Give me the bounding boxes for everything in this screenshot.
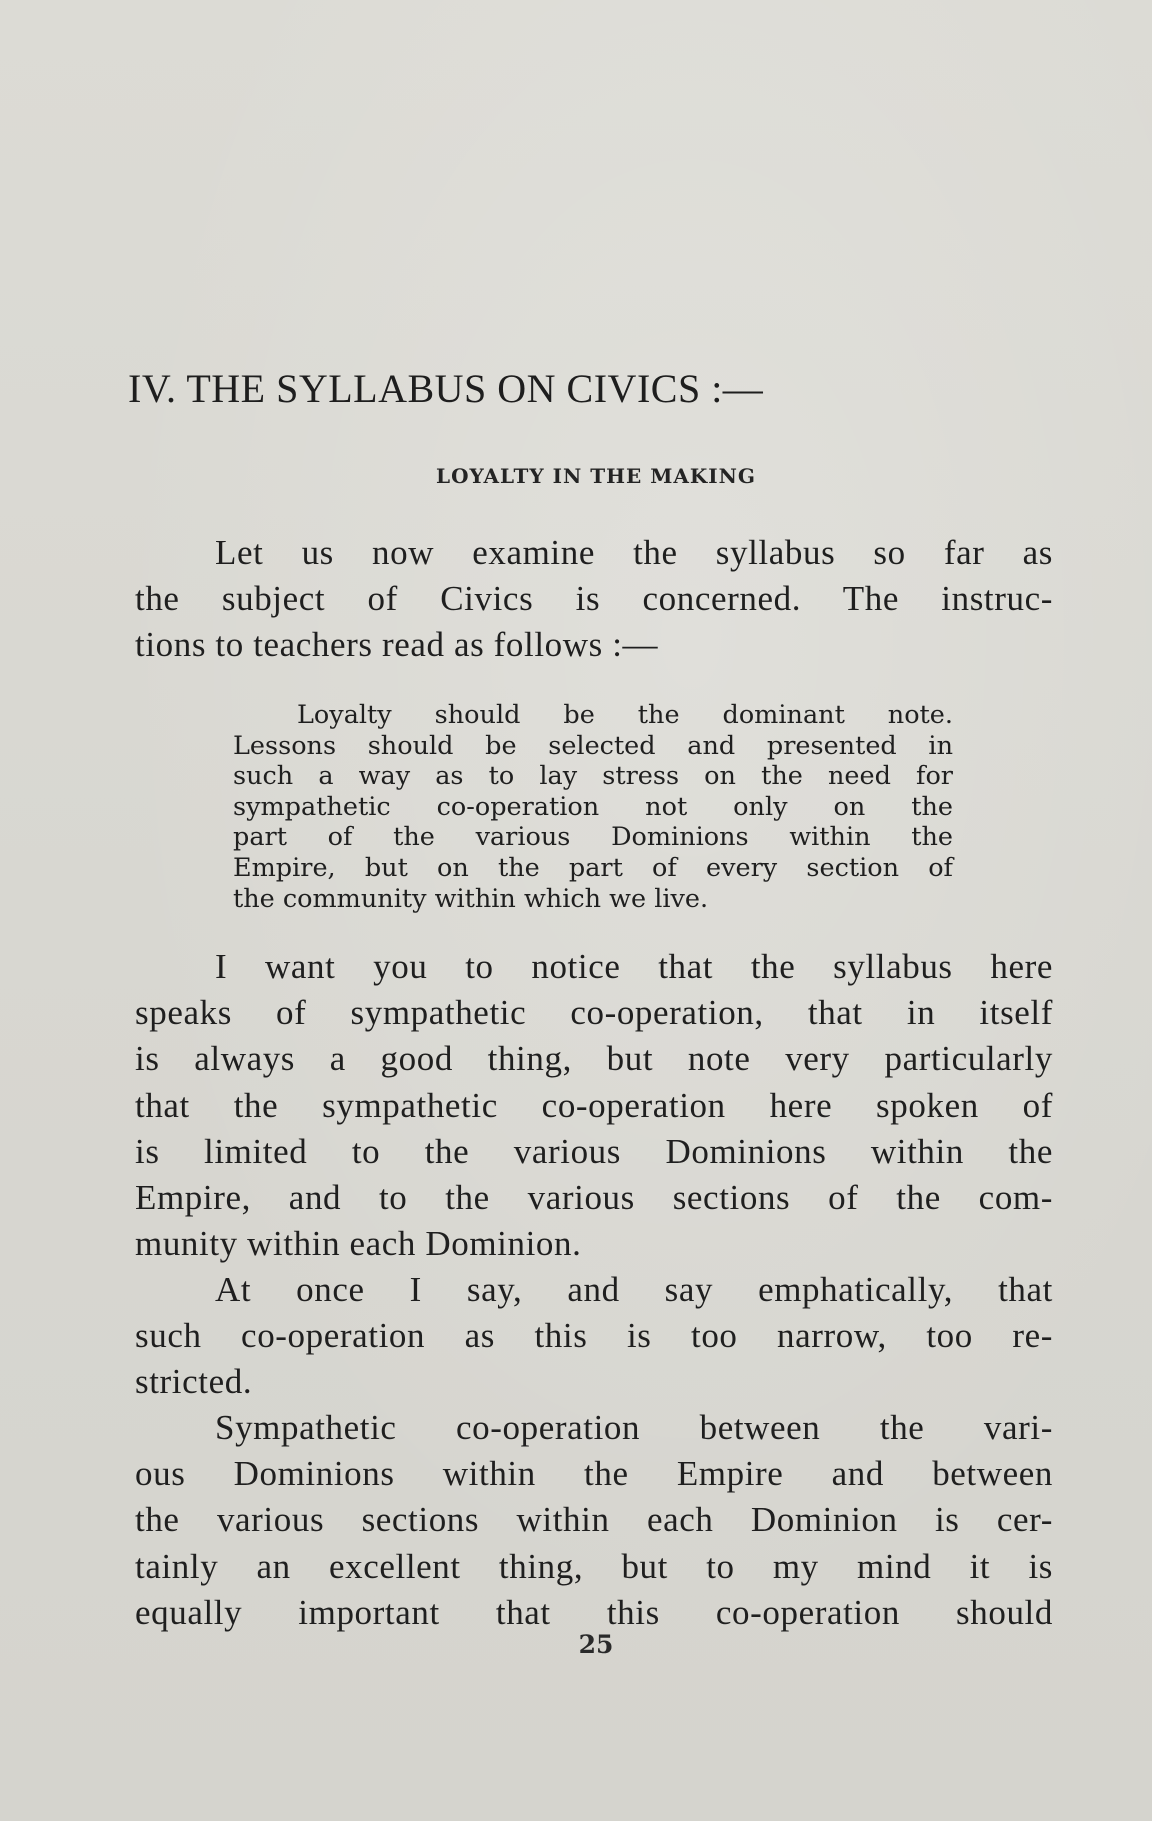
paragraph-3 <box>135 1267 1053 1406</box>
text-line: is limited to the various Dominions within the <box>135 1131 1053 1171</box>
text-line: the subject of Civics is concerned. The instruc- <box>135 579 1053 619</box>
quote-line: Lessons should be selected and presented in <box>233 730 953 761</box>
quote-line: the community within which we live. <box>233 883 709 914</box>
text-line: that the sympathetic co-operation here spoken of <box>135 1085 1053 1125</box>
text-line: ous Dominions within the Empire and between <box>135 1454 1053 1494</box>
text-line: I want you to notice that the syllabus here <box>215 947 1053 986</box>
quote-line: such a way as to lay stress on the need for <box>233 761 953 792</box>
text-line: such co-operation as this is too narrow, too re- <box>135 1316 1053 1356</box>
text-line: tions to teachers read as follows :— <box>135 625 659 665</box>
text-line: equally important that this co-operation should <box>135 1592 1053 1632</box>
paragraph-1 <box>135 530 1053 669</box>
text-line: the various sections within each Dominion is cer- <box>135 1500 1053 1540</box>
text-line: Let us now examine the syllabus so far as <box>215 533 1053 572</box>
quote-line: Empire, but on the part of every section of <box>233 852 953 883</box>
text-line: At once I say, and say emphatically, that <box>215 1270 1053 1309</box>
text-line: tainly an excellent thing, but to my mind it is <box>135 1546 1053 1586</box>
text-line: speaks of sympathetic co-operation, that in itself <box>135 993 1053 1033</box>
quote-line: Loyalty should be the dominant note. <box>297 700 953 730</box>
section-heading: IV. THE SYLLABUS ON CIVICS :— <box>128 366 764 411</box>
text-line: is always a good thing, but note very particularly <box>135 1039 1053 1079</box>
show-through-text <box>130 255 1050 301</box>
text-line: Sympathetic co-operation between the vari- <box>215 1408 1053 1447</box>
paragraph-4 <box>135 1405 1053 1636</box>
text-line: stricted. <box>135 1362 253 1402</box>
paragraph-2 <box>135 944 1053 1267</box>
text-line: munity within each Dominion. <box>135 1224 582 1264</box>
quote-line: part of the various Dominions within the <box>233 822 953 853</box>
page-number: 25 <box>578 1630 614 1659</box>
show-through-text <box>130 165 1050 211</box>
section-subheading: LOYALTY IN THE MAKING <box>436 464 756 488</box>
text-line: Empire, and to the various sections of the com- <box>135 1178 1053 1218</box>
quote-line: sympathetic co-operation not only on the <box>233 791 953 822</box>
block-quotation <box>233 700 953 914</box>
